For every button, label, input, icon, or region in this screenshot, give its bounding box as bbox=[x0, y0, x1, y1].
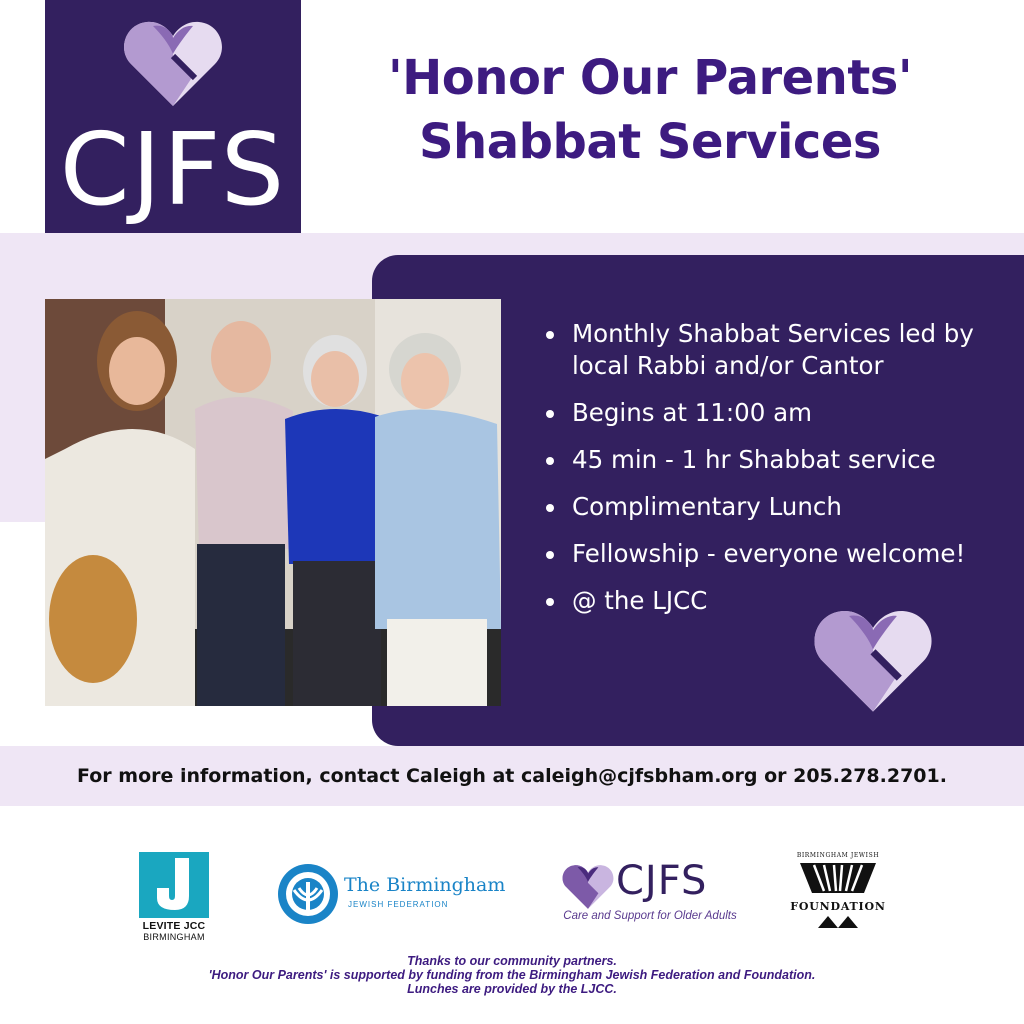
list-item: @ the LJCC bbox=[540, 585, 1020, 617]
heart-icon bbox=[562, 862, 614, 910]
photo-illustration bbox=[45, 299, 501, 706]
foundation-top: BIRMINGHAM JEWISH bbox=[796, 852, 880, 859]
list-item: Fellowship - everyone welcome! bbox=[540, 538, 1020, 570]
menorah-icon bbox=[786, 859, 890, 899]
thanks-line: 'Honor Our Parents' is supported by funding from the Birmingham Jewish Federation and Foundation. bbox=[208, 968, 816, 982]
cjfs-tagline: Care and Support for Older Adults bbox=[563, 910, 737, 922]
levite-jcc-logo bbox=[138, 852, 210, 942]
thanks-line: Lunches are provided by the LJCC. bbox=[407, 982, 617, 996]
cjfs-logo-text: CJFS bbox=[59, 111, 287, 228]
foundation-bottom: FOUNDATION bbox=[790, 900, 886, 913]
ljcc-line-2: BIRMINGHAM bbox=[143, 932, 205, 942]
list-item: Monthly Shabbat Services led by local Rabbi and/or Cantor bbox=[540, 318, 1020, 382]
cjfs-logo-block bbox=[45, 0, 301, 233]
title-line-2: Shabbat Services bbox=[418, 114, 881, 170]
ljcc-line-1: LEVITE JCC bbox=[142, 920, 206, 932]
title-line-1: 'Honor Our Parents' bbox=[387, 50, 913, 106]
cjfs-partner-name: CJFS bbox=[616, 858, 708, 904]
triangle-icon bbox=[786, 914, 890, 930]
contact-info: For more information, contact Caleigh at caleigh@cjfsbham.org or 205.278.2701. bbox=[77, 765, 947, 787]
federation-logo bbox=[276, 862, 516, 930]
menorah-globe-icon bbox=[276, 862, 340, 926]
cjfs-partner-logo bbox=[560, 858, 740, 928]
heart-icon bbox=[123, 16, 223, 108]
heart-icon bbox=[812, 604, 934, 714]
thanks-line: Thanks to our community partners. bbox=[407, 954, 617, 968]
ljcc-j-icon bbox=[139, 852, 209, 918]
list-item: 45 min - 1 hr Shabbat service bbox=[540, 444, 1020, 476]
page-title bbox=[320, 46, 980, 174]
list-item: Complimentary Lunch bbox=[540, 491, 1020, 523]
group-photo bbox=[45, 299, 501, 706]
thanks-note bbox=[0, 954, 1024, 996]
federation-sub: JEWISH FEDERATION bbox=[348, 900, 449, 909]
details-list bbox=[540, 318, 1020, 632]
federation-name: The Birmingham bbox=[344, 874, 506, 896]
foundation-logo bbox=[786, 852, 890, 932]
list-item: Begins at 11:00 am bbox=[540, 397, 1020, 429]
